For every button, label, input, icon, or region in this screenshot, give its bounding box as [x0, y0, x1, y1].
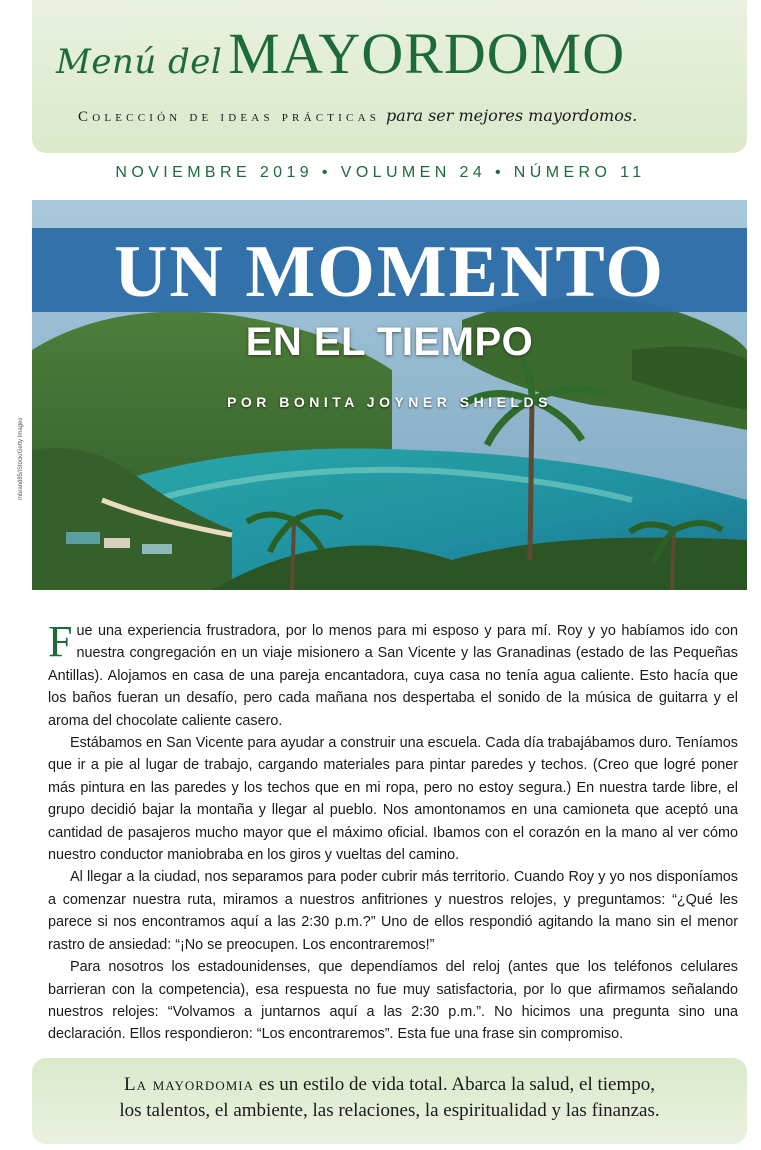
paragraph-1-text: ue una experiencia frustradora, por lo menos para mi esposo y para mí. Roy y yo habíamos ido con nuestra congregación en un viaje misionero a San Vicente y las Granadinas (estado de las Pequeñas Antillas). Alojamos en casa de una pareja encantadora, cuya casa no tenía agua caliente. Esto hacía que los baños fueran un desafío, pero cada mañana nos despertaba el sonido de la música de guitarra y el aroma del chocolate caliente casero.	[48, 623, 738, 729]
footer-term: La mayordomia	[123, 1074, 254, 1095]
paragraph-2: Estábamos en San Vicente para ayudar a construir una escuela. Cada día trabajábamos duro. Teníamos que ir a pie al lugar de trabajo, cargando materiales para pintar paredes y techos. (Creo que logré poner más pintura en las paredes y los techos que en mi ropa, pero no estoy segura.) En nuestra tarde libre, el grupo decidió bajar la montaña y llegar al pueblo. Nos amontonamos en una camioneta que aceptó una cantidad de pasajeros mucho mayor que el máximo oficial. Ibamos con el corazón en la mano al ver cómo nuestro conductor maniobraba en los giros y vueltas del camino.	[48, 735, 738, 864]
footer-line1: es un estilo de vida total. Abarca la salud, el tiempo,	[253, 1074, 655, 1095]
hero-section	[32, 200, 747, 590]
paragraph-4: Para nosotros los estadounidenses, que dependíamos del reloj (antes que los teléfonos celulares barrieran con la competencia), esa respuesta no fue muy satisfactoria, por lo que afirmamos señalando nuestros relojes: “Volvamos a juntarnos aquí a las 2:30 p.m.”. No hicimos una pregunta sino una declaración. Ellos respondieron: “Los encontraremos”. Esta fue una frase sin compromiso.	[48, 959, 738, 1043]
footer-statement	[32, 1072, 747, 1124]
footer-line2: los talentos, el ambiente, las relaciones, la espiritualidad y las finanzas.	[119, 1100, 660, 1121]
masthead	[32, 0, 747, 153]
tagline	[78, 106, 637, 126]
issue-line: NOVIEMBRE 2019 • VOLUMEN 24 • NÚMERO 11	[115, 164, 646, 181]
tagline-script: para ser mejores mayordomos.	[386, 106, 638, 125]
tagline-caps: Colección de ideas prácticas	[78, 109, 381, 125]
brand-script: Menú del	[56, 42, 223, 82]
photo-credit: mbrand85/iStock/Getty Images	[18, 417, 24, 500]
paragraph-3: Al llegar a la ciudad, nos separamos para poder cubrir más territorio. Cuando Roy y yo nos disponíamos a comenzar nuestra ruta, miramos a nuestros anfitriones y nuestros relojes, y preguntamos: “¿Qué les parece si nos encontramos aquí a las 2:30 p.m.?” Uno de ellos respondió agitando la mano sin el menor rastro de ansiedad: “¡No se preocupen. Los encontraremos!”	[48, 869, 738, 953]
article-byline: POR BONITA JOYNER SHIELDS	[227, 394, 552, 410]
footer-banner	[32, 1058, 747, 1144]
brand-title: MAYORDOMO	[228, 21, 626, 86]
article-subtitle: EN EL TIEMPO	[245, 320, 534, 364]
article-body	[48, 617, 738, 1046]
paragraph-1	[48, 617, 738, 732]
brand-logo	[56, 20, 625, 87]
drop-cap: F	[48, 617, 73, 666]
article-title: UN MOMENTO	[113, 231, 665, 313]
